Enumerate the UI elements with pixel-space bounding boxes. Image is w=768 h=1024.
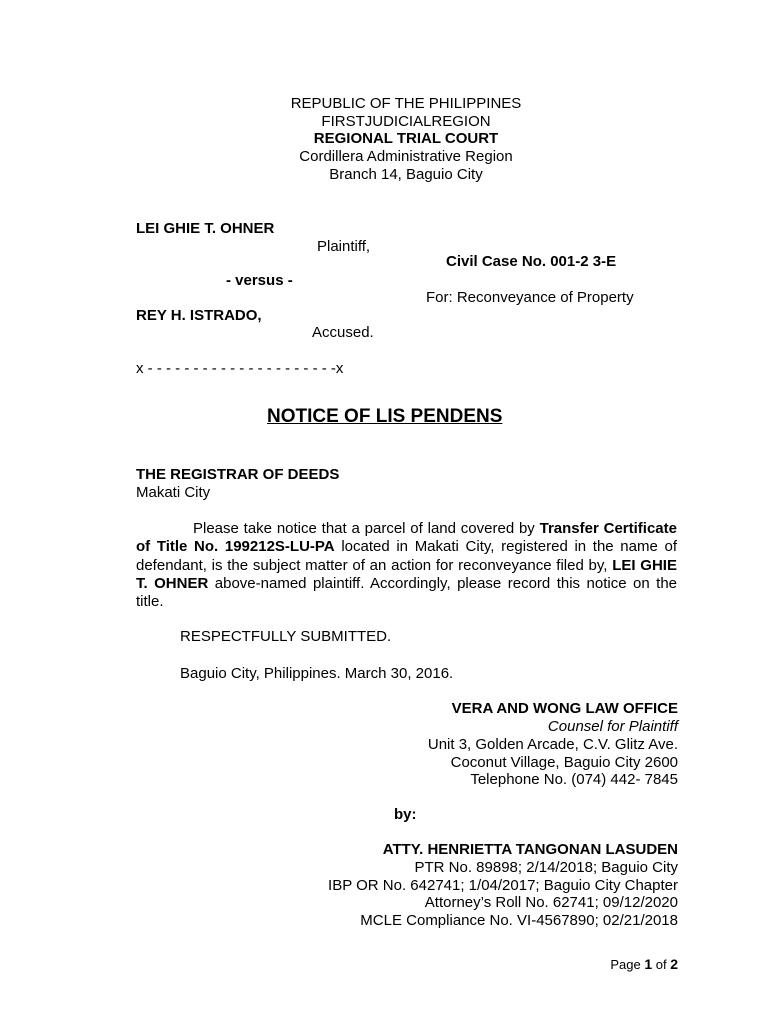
counsel-role: Counsel for Plaintiff xyxy=(547,718,678,735)
page-number: 1 xyxy=(644,956,653,972)
notice-text-part-3: above-named plaintiff. Accordingly, please record this notice on the title. xyxy=(136,574,678,611)
document-title: NOTICE OF LIS PENDENS xyxy=(267,406,503,427)
court-header-line-1: REPUBLIC OF THE PHILIPPINES xyxy=(290,95,522,112)
case-number: Civil Case No. 001-2 3-E xyxy=(446,253,617,270)
page-footer xyxy=(610,955,678,974)
law-firm-name: VERA AND WONG LAW OFFICE xyxy=(451,700,678,717)
page-total: 2 xyxy=(670,956,678,972)
addressee-name: THE REGISTRAR OF DEEDS xyxy=(136,466,340,483)
court-header-line-3: REGIONAL TRIAL COURT xyxy=(313,130,499,147)
ptr-number: PTR No. 89898; 2/14/2018; Baguio City xyxy=(414,859,678,876)
court-header-line-5: Branch 14, Baguio City xyxy=(329,166,483,183)
defendant-name: REY H. ISTRADO, xyxy=(136,307,262,324)
versus-label: - versus - xyxy=(226,272,293,289)
firm-address-line-1: Unit 3, Golden Arcade, C.V. Glitz Ave. xyxy=(427,736,678,753)
respectfully-submitted: RESPECTFULLY SUBMITTED. xyxy=(180,628,392,645)
plaintiff-name: LEI GHIE T. OHNER xyxy=(136,220,275,237)
firm-telephone: Telephone No. (074) 442- 7845 xyxy=(470,771,678,788)
addressee-city: Makati City xyxy=(136,484,211,501)
notice-paragraph xyxy=(136,520,677,611)
attorney-roll-number: Attorney’s Roll No. 62741; 09/12/2020 xyxy=(424,894,678,911)
page-word: Page xyxy=(610,957,641,972)
firm-address-line-2: Coconut Village, Baguio City 2600 xyxy=(450,754,678,771)
of-word: of xyxy=(655,957,667,972)
caption-separator: x - - - - - - - - - - - - - - - - - - - - -x xyxy=(136,360,344,377)
by-label: by: xyxy=(394,806,417,823)
tct-reference: Transfer Certificate of Title No. 199212S-LU-PA xyxy=(136,520,677,556)
court-header-line-4: Cordillera Administrative Region xyxy=(299,148,513,165)
notice-text-part-2: located in Makati City, registered in the name of defendant, is the subject matter of an action for reconveyance filed by, xyxy=(136,538,677,574)
case-subject: For: Reconveyance of Property xyxy=(426,289,634,306)
defendant-role: Accused. xyxy=(312,324,374,341)
attorney-name: ATTY. HENRIETTA TANGONAN LASUDEN xyxy=(382,841,678,858)
place-and-date: Baguio City, Philippines. March 30, 2016. xyxy=(180,665,454,682)
plaintiff-reference: LEI GHIE T. OHNER xyxy=(136,556,677,592)
mcle-compliance-number: MCLE Compliance No. VI-4567890; 02/21/2018 xyxy=(360,912,678,929)
plaintiff-role: Plaintiff, xyxy=(317,238,371,255)
notice-text-part-1: Please take notice that a parcel of land covered by xyxy=(193,520,540,537)
ibp-number: IBP OR No. 642741; 1/04/2017; Baguio City Chapter xyxy=(328,877,678,894)
court-header-line-2: FIRSTJUDICIALREGION xyxy=(321,113,491,130)
